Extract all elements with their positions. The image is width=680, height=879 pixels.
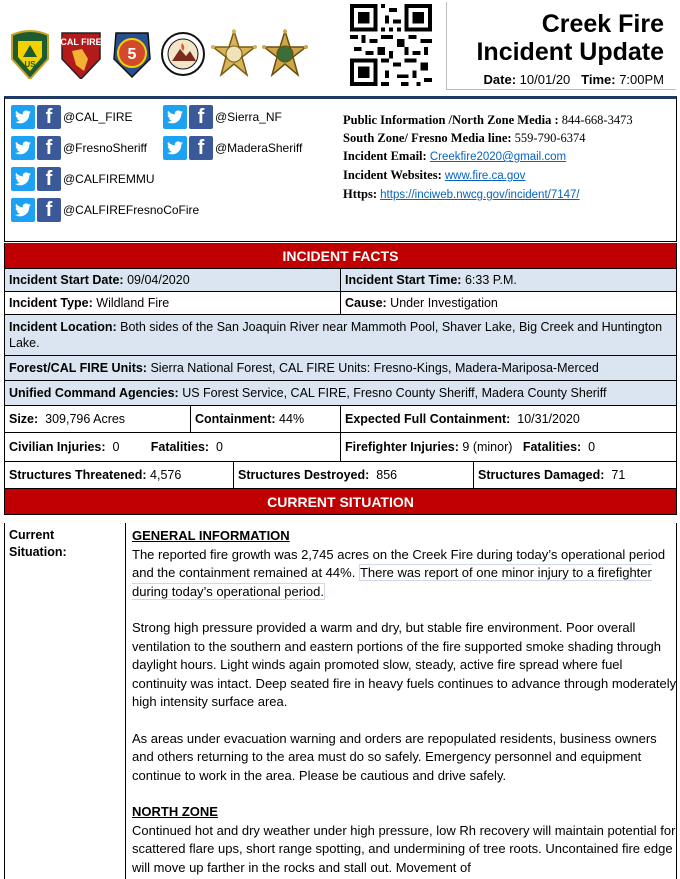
email-link[interactable]: Creekfire2020@gmail.com — [429, 151, 567, 163]
south-zone-label: South Zone/ Fresno Media line: — [343, 131, 512, 145]
svg-text:5: 5 — [127, 46, 136, 63]
threatened-value: 4,576 — [150, 468, 182, 482]
facts-row-type — [4, 292, 677, 315]
title-line-1: Creek Fire — [541, 10, 664, 38]
facebook-icon[interactable]: f — [37, 105, 61, 129]
twitter-icon[interactable] — [11, 105, 35, 129]
cal-fire-mmu-logo — [108, 28, 155, 80]
twitter-icon[interactable] — [163, 105, 187, 129]
situation-label-line2: Situation: — [9, 545, 67, 559]
north-zone-heading: NORTH ZONE — [132, 804, 218, 819]
svg-text:US: US — [23, 60, 36, 69]
containment-cell — [191, 406, 341, 432]
svg-text:CAL FIRE: CAL FIRE — [59, 37, 102, 47]
size-cell — [5, 406, 191, 432]
social-handle: @CALFIREFresnoCoFire — [63, 203, 200, 217]
facebook-icon[interactable]: f — [37, 198, 61, 222]
firefighter-fatalities-label: Fatalities: — [522, 440, 582, 454]
start-time-value: 6:33 P.M. — [464, 273, 517, 287]
threatened-cell — [5, 462, 234, 488]
agencies-value: US Forest Service, CAL FIRE, Fresno County Sheriff, Madera County Sheriff — [182, 386, 607, 400]
social-handle: @CAL_FIRE — [63, 110, 133, 124]
situation-body — [125, 523, 677, 879]
email-line — [343, 147, 633, 166]
agencies-cell — [5, 381, 677, 405]
situation-label-line1: Current — [9, 528, 55, 542]
destroyed-cell — [234, 462, 474, 488]
twitter-icon[interactable] — [163, 136, 187, 160]
incident-type-value: Wildland Fire — [96, 296, 170, 310]
threatened-label: Structures Threatened: — [9, 468, 147, 482]
social-handle: @Sierra_NF — [215, 110, 282, 124]
north-zone-paragraph-1: Continued hot and dry weather under high pressure, low Rh recovery will maintain potential for scattered flare ups, short range spotting, and undermining of tree roots. Uncontained fire edge will move up farther in the rocks and stall out. Movement of — [132, 822, 676, 875]
facts-row-location — [4, 315, 677, 356]
date-time-line — [447, 72, 664, 87]
social-cal-fire-mmu[interactable] — [11, 167, 155, 191]
time-value: 7:00PM — [619, 72, 664, 87]
incident-type-cell — [5, 292, 341, 314]
civilian-injuries-label: Civilian Injuries: — [9, 440, 106, 454]
date-label: Date: — [483, 72, 517, 87]
social-cal-fire[interactable] — [11, 105, 133, 129]
facts-row-agencies — [4, 381, 677, 406]
madera-county-sheriff-badge — [261, 28, 308, 80]
size-label: Size: — [9, 412, 39, 426]
time-label: Time: — [581, 72, 616, 87]
units-label: Forest/CAL FIRE Units: — [9, 361, 147, 375]
civilian-fatalities-label: Fatalities: — [150, 440, 210, 454]
facts-row-injuries — [4, 433, 677, 462]
firefighter-fatalities-value: 0 — [588, 440, 596, 454]
units-cell — [5, 356, 677, 380]
destroyed-value: 856 — [376, 468, 398, 482]
civilian-injuries-value: 0 — [112, 440, 120, 454]
fresno-county-sheriff-badge — [210, 28, 257, 80]
start-date-label: Incident Start Date: — [9, 273, 124, 287]
general-paragraph-2: Strong high pressure provided a warm and dry, but stable fire environment. Poor overall ventilation to the southern and eastern portions of the fire supported smoke shading through daylight hours. Light winds again promoted slow, steady, active fire spread where fuel continuity was intact. Deep seated fire in heavy fuels continues to advance through moderately high intensity surface area. — [132, 620, 677, 709]
facebook-icon[interactable]: f — [189, 136, 213, 160]
social-fresno-sheriff[interactable] — [11, 136, 147, 160]
cause-label: Cause: — [345, 296, 387, 310]
damaged-value: 71 — [611, 468, 626, 482]
social-contact-block — [4, 96, 677, 242]
agency-logos — [6, 28, 308, 80]
containment-value: 44% — [279, 412, 305, 426]
containment-label: Containment: — [195, 412, 276, 426]
start-date-cell — [5, 269, 341, 291]
https-label: Https: — [343, 187, 378, 201]
social-handle: @CALFIREMMU — [63, 172, 155, 186]
general-information-heading: GENERAL INFORMATION — [132, 528, 290, 543]
agencies-label: Unified Command Agencies: — [9, 386, 179, 400]
damaged-cell — [474, 462, 677, 488]
cause-cell — [341, 292, 677, 314]
website-link[interactable]: www.fire.ca.gov — [444, 170, 526, 182]
twitter-icon[interactable] — [11, 167, 35, 191]
social-handle: @FresnoSheriff — [63, 141, 147, 155]
general-paragraph-1 — [132, 546, 677, 602]
location-value: Both sides of the San Joaquin River near Mammoth Pool, Shaver Lake, Big Creek and Huntington Lake. — [9, 320, 663, 350]
civilian-fatalities-value: 0 — [216, 440, 223, 454]
northern-rockies-incident-management-logo — [159, 28, 206, 80]
qr-code[interactable] — [350, 4, 432, 86]
incident-type-label: Incident Type: — [9, 296, 93, 310]
location-label: Incident Location: — [9, 320, 117, 334]
cal-fire-logo — [57, 28, 104, 80]
start-time-cell — [341, 269, 677, 291]
current-situation-banner: CURRENT SITUATION — [4, 489, 677, 515]
facts-row-structures — [4, 462, 677, 489]
firefighter-injuries-value: 9 (minor) — [462, 440, 513, 454]
contact-info — [343, 111, 633, 204]
facebook-icon[interactable]: f — [37, 136, 61, 160]
start-date-value: 09/04/2020 — [127, 273, 190, 287]
size-value: 309,796 Acres — [45, 412, 126, 426]
location-cell — [5, 315, 677, 355]
email-label: Incident Email: — [343, 149, 427, 163]
destroyed-label: Structures Destroyed: — [238, 468, 370, 482]
cause-value: Under Investigation — [390, 296, 498, 310]
expected-containment-value: 10/31/2020 — [517, 412, 580, 426]
title-line-2: Incident Update — [476, 38, 664, 66]
fire-growth-text: The reported fire growth was 2,745 acres on the Creek Fire during today’s operational period and the containment remained at 44%. — [132, 546, 666, 580]
facebook-icon[interactable]: f — [189, 105, 213, 129]
current-situation-section — [4, 523, 677, 879]
facebook-icon[interactable]: f — [37, 167, 61, 191]
firefighter-injuries-label: Firefighter Injuries: — [345, 440, 459, 454]
damaged-label: Structures Damaged: — [478, 468, 605, 482]
expected-containment-cell — [341, 406, 677, 432]
situation-label — [9, 527, 67, 561]
incident-facts-table — [4, 243, 677, 515]
facts-row-size — [4, 406, 677, 433]
firefighter-cell — [341, 433, 677, 461]
north-zone-label: Public Information /North Zone Media : — [343, 113, 559, 127]
social-sierra-nf[interactable] — [163, 105, 282, 129]
south-zone-phone: 559-790-6374 — [514, 131, 586, 145]
injury-report-text: There was report of one minor injury to a firefighter during today’s operational period. — [132, 565, 652, 599]
social-handle: @MaderaSheriff — [215, 141, 303, 155]
south-zone-line — [343, 129, 633, 147]
us-forest-service-logo — [6, 28, 53, 80]
north-zone-phone: 844-668-3473 — [561, 113, 633, 127]
https-line — [343, 185, 633, 204]
facts-row-start — [4, 269, 677, 292]
social-cal-fire-fresno-co[interactable] — [11, 198, 199, 222]
expected-containment-label: Expected Full Containment: — [345, 412, 511, 426]
social-madera-sheriff[interactable] — [163, 136, 302, 160]
website-label: Incident Websites: — [343, 168, 442, 182]
start-time-label: Incident Start Time: — [345, 273, 462, 287]
date-value: 10/01/20 — [519, 72, 571, 87]
twitter-icon[interactable] — [11, 198, 35, 222]
page-header — [0, 0, 680, 96]
inciweb-link[interactable]: https://inciweb.nwcg.gov/incident/7147/ — [380, 189, 580, 201]
civilian-cell — [5, 433, 341, 461]
facts-row-units — [4, 356, 677, 381]
twitter-icon[interactable] — [11, 136, 35, 160]
title-box — [446, 2, 676, 90]
incident-facts-banner: INCIDENT FACTS — [4, 243, 677, 269]
general-paragraph-3: As areas under evacuation warning and orders are repopulated residents, business owners and others returning to the area must do so safely. Emergency personnel and equipment continue to work in the area. Please be cautious and drive safely. — [132, 730, 657, 783]
website-line — [343, 166, 633, 185]
north-zone-line — [343, 111, 633, 129]
units-value: Sierra National Forest, CAL FIRE Units: Fresno-Kings, Madera-Mariposa-Merced — [150, 361, 599, 375]
